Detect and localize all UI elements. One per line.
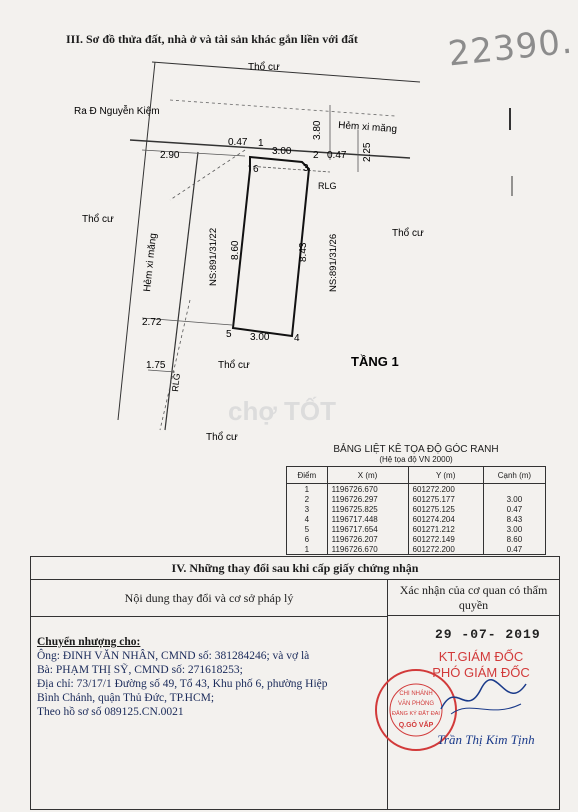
- label-tho-cu-right: Thổ cư: [392, 228, 424, 239]
- cell-point: 1: [287, 544, 328, 555]
- rlg-top-line: [248, 166, 330, 172]
- section4-box: [30, 556, 560, 810]
- cell-edge: [483, 484, 545, 495]
- cell-x: 1196725.825: [327, 504, 408, 514]
- cell-point: 6: [287, 534, 328, 544]
- label-tho-cu-top: Thổ cư: [248, 62, 280, 73]
- table-row: [287, 494, 546, 504]
- col-header-y: Y (m): [408, 467, 483, 484]
- label-ns-left: NS:891/31/22: [208, 227, 219, 286]
- content-line-3: Địa chỉ: 73/17/1 Đường số 49, Tổ 43, Khu phố 6, phường Hiệp: [37, 678, 328, 690]
- dim-300-top: 3.00: [272, 146, 292, 157]
- point-2: 2: [313, 150, 319, 161]
- table-row: [287, 544, 546, 555]
- dim-843: 8.43: [298, 242, 309, 262]
- stamp-line-1: CHI NHÁNH: [399, 691, 433, 697]
- left-dashed: [170, 150, 245, 200]
- label-hem-top: Hẻm xi măng: [337, 120, 398, 136]
- coords-table-title: BẢNG LIỆT KÊ TỌA ĐỘ GÓC RANH: [333, 444, 499, 455]
- label-tho-cu-bottom-left: Thổ cư: [206, 432, 238, 440]
- sign-title-line-1: KT.GIÁM ĐỐC: [438, 649, 524, 664]
- cell-x: 1196726.297: [327, 494, 408, 504]
- cell-point: 2: [287, 494, 328, 504]
- table-row: [287, 504, 546, 514]
- cell-x: 1196726.670: [327, 484, 408, 495]
- col-header-edge: Cạnh (m): [483, 467, 545, 484]
- cell-edge: 0.47: [483, 504, 545, 514]
- dim-047-right: 0.47: [327, 150, 347, 161]
- dim-225: 2.25: [362, 142, 373, 162]
- col-header-x: X (m): [327, 467, 408, 484]
- cell-y: 601274.204: [408, 514, 483, 524]
- stamp-line-4: Q.GÒ VẤP: [398, 722, 434, 729]
- table-row: [287, 514, 546, 524]
- cell-point: 3: [287, 504, 328, 514]
- content-line-5: Theo hồ sơ số 089125.CN.0021: [37, 706, 184, 718]
- dim-272: 2.72: [142, 317, 162, 328]
- stamp-line-2: VĂN PHÒNG: [397, 701, 435, 707]
- cell-y: 601272.200: [408, 544, 483, 555]
- cell-edge: 3.00: [483, 494, 545, 504]
- col-header-point: Điểm: [287, 467, 328, 484]
- cell-y: 601271.212: [408, 524, 483, 534]
- content-lead: Chuyển nhượng cho:: [37, 636, 141, 648]
- cell-edge: 0.47: [483, 544, 545, 555]
- sign-title-line-2: PHÓ GIÁM ĐỐC: [432, 665, 530, 680]
- cell-point: 5: [287, 524, 328, 534]
- label-floor: TẦNG 1: [351, 354, 399, 369]
- cell-y: 601272.200: [408, 484, 483, 495]
- table-row: [287, 484, 546, 495]
- cell-point: 1: [287, 484, 328, 495]
- alley-top-line-upper: [152, 62, 420, 82]
- signature-scribble: [431, 669, 541, 729]
- dim-290: 2.90: [160, 150, 180, 161]
- cell-point: 4: [287, 514, 328, 524]
- watermark: chợ TỐT: [228, 396, 337, 426]
- dim-300-bottom: 3.00: [250, 332, 270, 343]
- date-stamp: 29 -07- 2019: [435, 627, 541, 642]
- content-line-4: Bình Chánh, quận Thủ Đức, TP.HCM;: [37, 692, 215, 704]
- section4-col-left-header: Nội dung thay đổi và cơ sở pháp lý: [31, 580, 388, 617]
- section4-col-right-header: Xác nhận của cơ quan có thẩm quyền: [388, 580, 559, 616]
- alley-centerline: [170, 100, 395, 116]
- table-row: [287, 524, 546, 534]
- point-3: 3: [303, 163, 309, 174]
- signer-name: Trần Thị Kim Tịnh: [437, 732, 535, 747]
- dim-047-left: 0.47: [228, 137, 248, 148]
- coords-table: [286, 466, 546, 555]
- coords-table-subtitle: (Hệ tọa độ VN 2000): [379, 455, 453, 464]
- table-row: [287, 534, 546, 544]
- cell-x: 1196726.207: [327, 534, 408, 544]
- label-ns-right: NS:891/31/26: [328, 233, 339, 292]
- cell-edge: 8.60: [483, 534, 545, 544]
- label-hem-left: Hẻm xi măng: [142, 232, 160, 293]
- content-line-2: Bà: PHẠM THỊ SỸ, CMND số: 271618253;: [37, 664, 243, 676]
- content-line-1: Ông: ĐINH VĂN NHÂN, CMND số: 381284246; và vợ là: [37, 650, 310, 662]
- dim-860: 8.60: [230, 240, 241, 260]
- label-tho-cu-bottom-mid: Thổ cư: [218, 360, 250, 371]
- dim-175: 1.75: [146, 360, 166, 371]
- point-4: 4: [294, 333, 300, 344]
- dim-line-290: [142, 150, 245, 156]
- point-6: 6: [253, 164, 259, 175]
- point-5: 5: [226, 329, 232, 340]
- cell-y: 601272.149: [408, 534, 483, 544]
- cell-x: 1196717.654: [327, 524, 408, 534]
- section4-title: IV. Những thay đổi sau khi cấp giấy chứng nhận: [31, 557, 559, 580]
- label-road-ref: Ra Đ Nguyễn Kiệm: [74, 106, 160, 117]
- point-1: 1: [258, 138, 264, 149]
- section3-title: III. Sơ đồ thửa đất, nhà ở và tài sản khác gắn liền với đất: [66, 32, 358, 46]
- cell-y: 601275.125: [408, 504, 483, 514]
- cell-edge: 3.00: [483, 524, 545, 534]
- stamp-line-3: ĐĂNG KÝ ĐẤT ĐAI: [392, 711, 440, 717]
- cell-x: 1196726.670: [327, 544, 408, 555]
- cell-edge: 8.43: [483, 514, 545, 524]
- cell-x: 1196717.448: [327, 514, 408, 524]
- handwritten-number: 22390.: [446, 21, 575, 75]
- label-rlg-top: RLG: [318, 181, 337, 191]
- coords-table-section: [286, 444, 546, 555]
- cell-y: 601275.177: [408, 494, 483, 504]
- label-tho-cu-left: Thổ cư: [82, 214, 114, 225]
- dim-380: 3.80: [312, 120, 323, 140]
- label-rlg-left: RLG: [170, 372, 182, 393]
